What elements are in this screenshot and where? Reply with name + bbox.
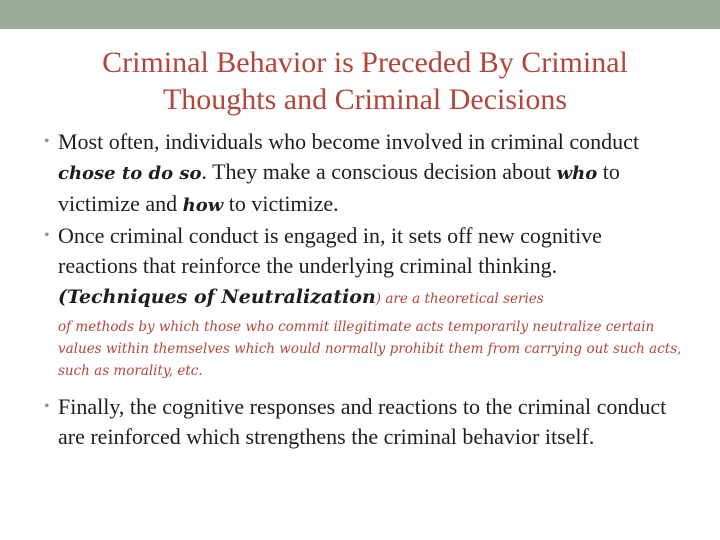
techniques-of-neutralization-term: (Techniques of Neutralization [58, 286, 376, 308]
definition-block: of methods by which those who commit illegitimate acts temporarily neutralize certain values within themselves which would normally prohibit them from carrying out such acts, such as morality, etc. [58, 319, 682, 379]
bullet-marker-2: • [44, 227, 50, 244]
bullet-1-emphasis-chose: chose to do so [58, 163, 202, 184]
bullet-3-text: Finally, the cognitive responses and reactions to the criminal conduct are reinforced which strengthens the criminal behavior itself. [58, 394, 667, 449]
bullet-1 [44, 127, 684, 221]
bullet-1-text-a: Most often, individuals who become involved in criminal conduct [58, 129, 640, 154]
bullet-3 [44, 392, 684, 452]
bullet-marker-3: • [44, 398, 50, 415]
title-line-1: Criminal Behavior is Preceded By Criminal [102, 46, 628, 79]
bullet-1-emphasis-how: how [182, 195, 224, 216]
bullet-2 [44, 221, 684, 382]
definition-inline: ) are a theoretical series [375, 291, 544, 307]
top-accent-bar [0, 0, 720, 29]
bullet-1-text-b: . They make a conscious decision about [201, 159, 557, 184]
slide-title [40, 44, 690, 118]
bullet-marker-1: • [44, 133, 50, 150]
bullet-1-text-d: to victimize. [223, 191, 339, 216]
slide-body [44, 127, 684, 452]
bullet-1-text-c: to victimize and [58, 159, 620, 216]
title-line-2: Thoughts and Criminal Decisions [162, 83, 568, 116]
bullet-2-text: Once criminal conduct is engaged in, it sets off new cognitive reactions that reinforce the underlying criminal thinking. [58, 223, 602, 278]
bullet-1-emphasis-who: who [556, 163, 598, 184]
